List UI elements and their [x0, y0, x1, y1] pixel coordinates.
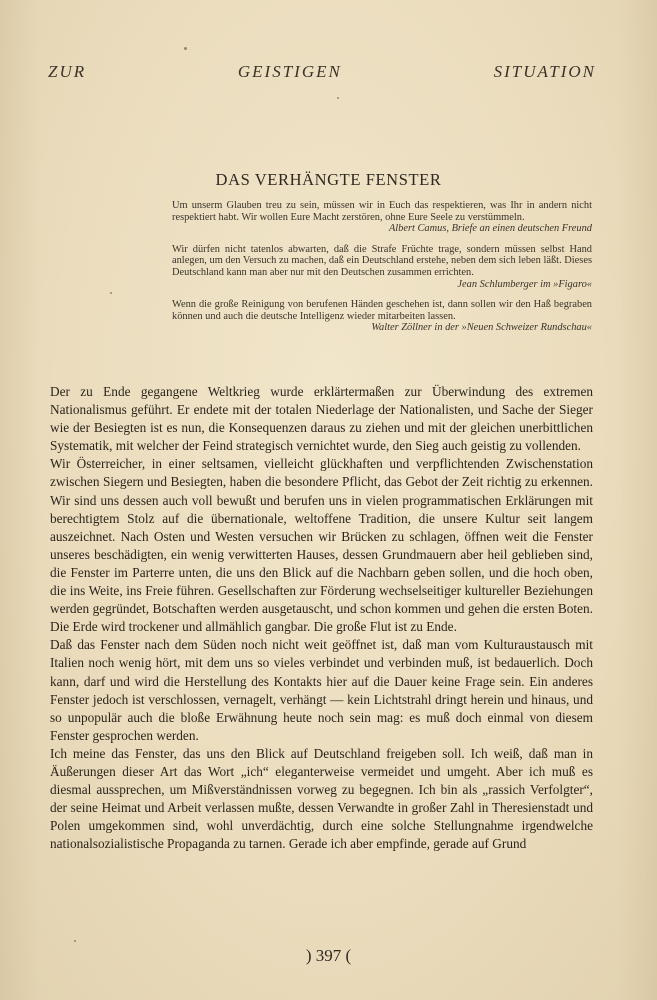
- paper-speck: [337, 97, 339, 99]
- epigraph-text: Um unserm Glauben treu zu sein, müssen wir in Euch das respektieren, was Ihr in andern nicht respektiert habt. Wir wollen Eure Macht zerstören, ohne Eure Seele zu verstümmeln.: [172, 200, 592, 223]
- paragraph: Daß das Fenster nach dem Süden noch nicht weit geöffnet ist, daß man vom Kulturaustausch mit Italien noch wenig hört, mit dem uns so vieles verbindet und verbinden muß, ist bedauerlich. Doch kann, darf und wird die Herstellung des Kontakts hier auf die Dauer keine Frage sein. Ein anderes Fenster jedoch ist verschlossen, vernagelt, verhängt — kein Lichtstrahl dringt herein und hinaus, und so unpopulär auch die bloße Erwähnung heute noch sein mag: es muß doch einmal von diesem Fenster gesprochen werden.: [50, 637, 593, 743]
- paragraph: Wir Österreicher, in einer seltsamen, vielleicht glückhaften und verpflichtenden Zwischenstation zwischen Siegern und Besiegten, haben die besondere Pflicht, das Gebot der Zeit richtig zu erkennen. Wir sind uns dessen auch voll bewußt und berufen uns in vielen programmatischen Erklärungen mit berechtigtem Stolz auf die übernationale, weltoffene Tradition, die unsere Kultur seit langem auszeichnet. Nach Osten und Westen versuchen wir Brücken zu schlagen, öffnen weit die Fenster unseres beschädigten, ein wenig verwitterten Hauses, dessen Grundmauern aber heil geblieben sind, die Fenster im Parterre unten, die uns den Blick auf die Nachbarn geben sollen, und die hoch oben, die ins Weite, ins Freie führen. Gesellschaften zur Förderung wechselseitiger kultureller Beziehungen werden gegründet, Botschaften werden ausgetauscht, und schon kommen und gehen die ersten Boten. Die Erde wird trockener und allmählich gangbar. Die große Flut ist zu Ende.: [50, 456, 593, 635]
- paper-speck: [74, 940, 76, 942]
- paragraph: Der zu Ende gegangene Weltkrieg wurde erklärtermaßen zur Überwindung des extremen Nationalismus geführt. Er endete mit der totalen Niederlage der Nationalisten, und Sache der Sieger wie der Besiegten ist es nun, die Konsequenzen daraus zu ziehen und mit der gleichen unerbittlichen Systematik, mit welcher der Feind strategisch vernichtet wurde, den Sieg auch geistig zu vollenden.: [50, 384, 593, 454]
- epigraph-attribution: Jean Schlumberger im »Figaro«: [457, 278, 592, 290]
- epigraph-attribution: Albert Camus, Briefe an einen deutschen Freund: [388, 223, 592, 235]
- epigraph-text: Wir dürfen nicht tatenlos abwarten, daß die Strafe Früchte trage, sondern müssen selbst Hand anlegen, um den Versuch zu machen, daß ein Deutschland erstehe, neben dem sich leben läßt. Dieses Deutschland kann man aber nur mit den Deutschen zusammen errichten.: [172, 243, 592, 278]
- running-head: ZUR GEISTIGEN SITUATION: [48, 62, 596, 81]
- body-text: [50, 383, 593, 853]
- paper-speck: [110, 292, 112, 294]
- epigraph-attribution: Walter Zöllner in der »Neuen Schweizer Rundschau«: [371, 322, 592, 334]
- epigraphs: [172, 200, 592, 343]
- article-title: DAS VERHÄNGTE FENSTER: [215, 170, 442, 189]
- paragraph: Ich meine das Fenster, das uns den Blick auf Deutschland freigeben soll. Ich weiß, daß man in Äußerungen dieser Art das Wort „ich“ eleganterweise vermeidet und umgeht. Aber ich muß es diesmal aussprechen, um Mißverständnissen vorweg zu begegnen. Ich bin als „rassich Verfolgter“, der seine Heimat und Arbeit verlassen mußte, dessen Verwandte in großer Zahl in Theresienstadt und Polen umgekommen sind, wohl unverdächtig, durch eine solche Stellungnahme irgendwelche nationalsozialistische Propaganda zu tarnen. Gerade ich aber empfinde, gerade auf Grund: [50, 745, 593, 852]
- epigraph-text: Wenn die große Reinigung von berufenen Händen geschehen ist, dann sollen wir den Haß begraben können und auch die deutsche Intelligenz wieder mitarbeiten lassen.: [172, 299, 592, 322]
- epigraph: [172, 244, 592, 290]
- epigraph: [172, 200, 592, 235]
- epigraph: [172, 299, 592, 334]
- paper-speck: [184, 47, 187, 50]
- page-number: ) 397 (: [305, 946, 352, 965]
